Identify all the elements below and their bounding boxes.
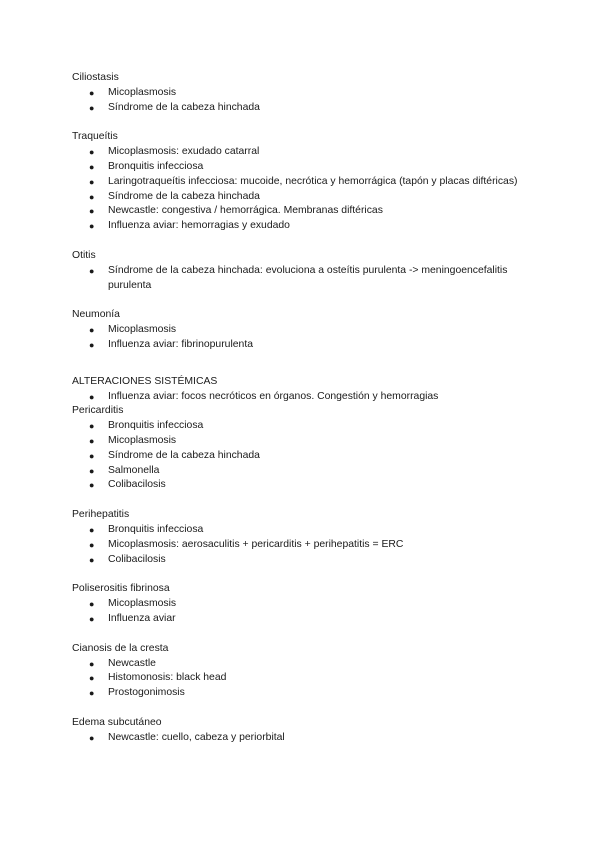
list-item-text: Newcastle xyxy=(108,657,156,669)
bullet-icon: ● xyxy=(89,206,95,217)
list-item xyxy=(72,464,542,479)
bullet-icon: ● xyxy=(89,658,95,669)
section-pericarditis xyxy=(72,404,542,493)
bullet-icon: ● xyxy=(89,539,95,550)
list-item-text: Colibacilosis xyxy=(108,553,166,565)
bullet-icon: ● xyxy=(89,480,95,491)
document-body xyxy=(72,71,542,745)
list-item xyxy=(72,145,542,160)
list-item xyxy=(72,671,542,686)
bullet-icon: ● xyxy=(89,421,95,432)
bullet-list xyxy=(72,264,542,294)
section-alteraciones-sistemicas xyxy=(72,375,542,405)
section-heading: Poliserositis fibrinosa xyxy=(72,583,170,595)
section-otitis xyxy=(72,249,542,293)
list-item xyxy=(72,390,542,405)
bullet-list xyxy=(72,419,542,493)
section-edema-subcutaneo xyxy=(72,716,542,746)
bullet-list xyxy=(72,86,542,116)
list-item-text: Micoplasmosis: exudado catarral xyxy=(108,146,260,158)
list-item-text: Colibacilosis xyxy=(108,479,166,491)
bullet-icon: ● xyxy=(89,87,95,98)
section-heading: Perihepatitis xyxy=(72,509,130,521)
section-heading: Edema subcutáneo xyxy=(72,716,162,728)
bullet-icon: ● xyxy=(89,161,95,172)
list-item xyxy=(72,86,542,101)
section-heading: ALTERACIONES SISTÉMICAS xyxy=(72,375,218,387)
list-item xyxy=(72,553,542,568)
list-item-text: Micoplasmosis xyxy=(108,324,177,336)
bullet-icon: ● xyxy=(89,339,95,350)
bullet-list xyxy=(72,597,542,627)
list-item-text: Influenza aviar: fibrinopurulenta xyxy=(108,338,253,350)
list-item xyxy=(72,434,542,449)
list-item xyxy=(72,419,542,434)
bullet-icon: ● xyxy=(89,435,95,446)
list-item xyxy=(72,538,542,553)
list-item-text: Bronquitis infecciosa xyxy=(108,160,204,172)
list-item-text: Influenza aviar xyxy=(108,612,176,624)
section-poliserositis-fibrinosa xyxy=(72,582,542,626)
bullet-icon: ● xyxy=(89,524,95,535)
section-heading: Traqueítis xyxy=(72,131,118,143)
section-neumonia xyxy=(72,308,542,352)
bullet-list xyxy=(72,657,542,701)
list-item xyxy=(72,338,542,353)
list-item xyxy=(72,612,542,627)
list-item xyxy=(72,101,542,116)
bullet-icon: ● xyxy=(89,176,95,187)
bullet-icon: ● xyxy=(89,554,95,565)
bullet-icon: ● xyxy=(89,732,95,743)
bullet-list xyxy=(72,390,542,405)
list-item-text: Síndrome de la cabeza hinchada xyxy=(108,449,260,461)
list-item-text: Salmonella xyxy=(108,464,160,476)
section-heading: Cianosis de la cresta xyxy=(72,642,169,654)
bullet-icon: ● xyxy=(89,450,95,461)
list-item xyxy=(72,478,542,493)
list-item xyxy=(72,449,542,464)
list-item xyxy=(72,160,542,175)
list-item-text: Micoplasmosis xyxy=(108,86,177,98)
list-item xyxy=(72,657,542,672)
bullet-icon: ● xyxy=(89,221,95,232)
section-traqueitis xyxy=(72,130,542,234)
section-heading: Pericarditis xyxy=(72,405,124,417)
section-heading: Otitis xyxy=(72,249,96,261)
list-item xyxy=(72,219,542,234)
bullet-icon: ● xyxy=(89,673,95,684)
bullet-icon: ● xyxy=(89,191,95,202)
list-item xyxy=(72,204,542,219)
list-item-text: Influenza aviar: focos necróticos en órganos. Congestión y hemorragias xyxy=(108,390,439,402)
list-item-text: Newcastle: congestiva / hemorrágica. Membranas diftéricas xyxy=(108,205,383,217)
list-item-text: Prostogonimosis xyxy=(108,687,185,699)
section-heading: Neumonía xyxy=(72,309,120,321)
bullet-list xyxy=(72,731,542,746)
list-item-text: Newcastle: cuello, cabeza y periorbital xyxy=(108,731,285,743)
list-item xyxy=(72,264,542,294)
list-item-text: Histomonosis: black head xyxy=(108,672,227,684)
list-item-text: Bronquitis infecciosa xyxy=(108,420,204,432)
bullet-icon: ● xyxy=(89,688,95,699)
list-item xyxy=(72,686,542,701)
list-item xyxy=(72,523,542,538)
list-item-text: Micoplasmosis: aerosaculitis + pericarditis + perihepatitis = ERC xyxy=(108,538,404,550)
bullet-icon: ● xyxy=(89,599,95,610)
list-item-text: Micoplasmosis xyxy=(108,434,177,446)
bullet-icon: ● xyxy=(89,391,95,402)
section-heading: Ciliostasis xyxy=(72,72,119,83)
bullet-icon: ● xyxy=(89,613,95,624)
list-item-text: Laringotraqueítis infecciosa: mucoide, necrótica y hemorrágica (tapón y placas diftéricas) xyxy=(108,175,518,187)
list-item-text: Síndrome de la cabeza hinchada: evoluciona a osteítis purulenta -> meningoencefalitis purulenta xyxy=(108,264,508,291)
list-item-text: Bronquitis infecciosa xyxy=(108,523,204,535)
list-item-text: Micoplasmosis xyxy=(108,598,177,610)
list-item-text: Influenza aviar: hemorragias y exudado xyxy=(108,220,290,232)
section-ciliostasis xyxy=(72,71,542,115)
list-item xyxy=(72,323,542,338)
list-item-text: Síndrome de la cabeza hinchada xyxy=(108,190,260,202)
bullet-list xyxy=(72,523,542,567)
list-item xyxy=(72,597,542,612)
list-item xyxy=(72,731,542,746)
list-item-text: Síndrome de la cabeza hinchada xyxy=(108,101,260,113)
bullet-icon: ● xyxy=(89,325,95,336)
bullet-icon: ● xyxy=(89,147,95,158)
bullet-list xyxy=(72,145,542,234)
bullet-icon: ● xyxy=(89,465,95,476)
bullet-icon: ● xyxy=(89,265,95,276)
bullet-icon: ● xyxy=(89,102,95,113)
list-item xyxy=(72,175,542,190)
list-item xyxy=(72,190,542,205)
section-perihepatitis xyxy=(72,508,542,567)
section-cianosis-de-la-cresta xyxy=(72,642,542,701)
bullet-list xyxy=(72,323,542,353)
